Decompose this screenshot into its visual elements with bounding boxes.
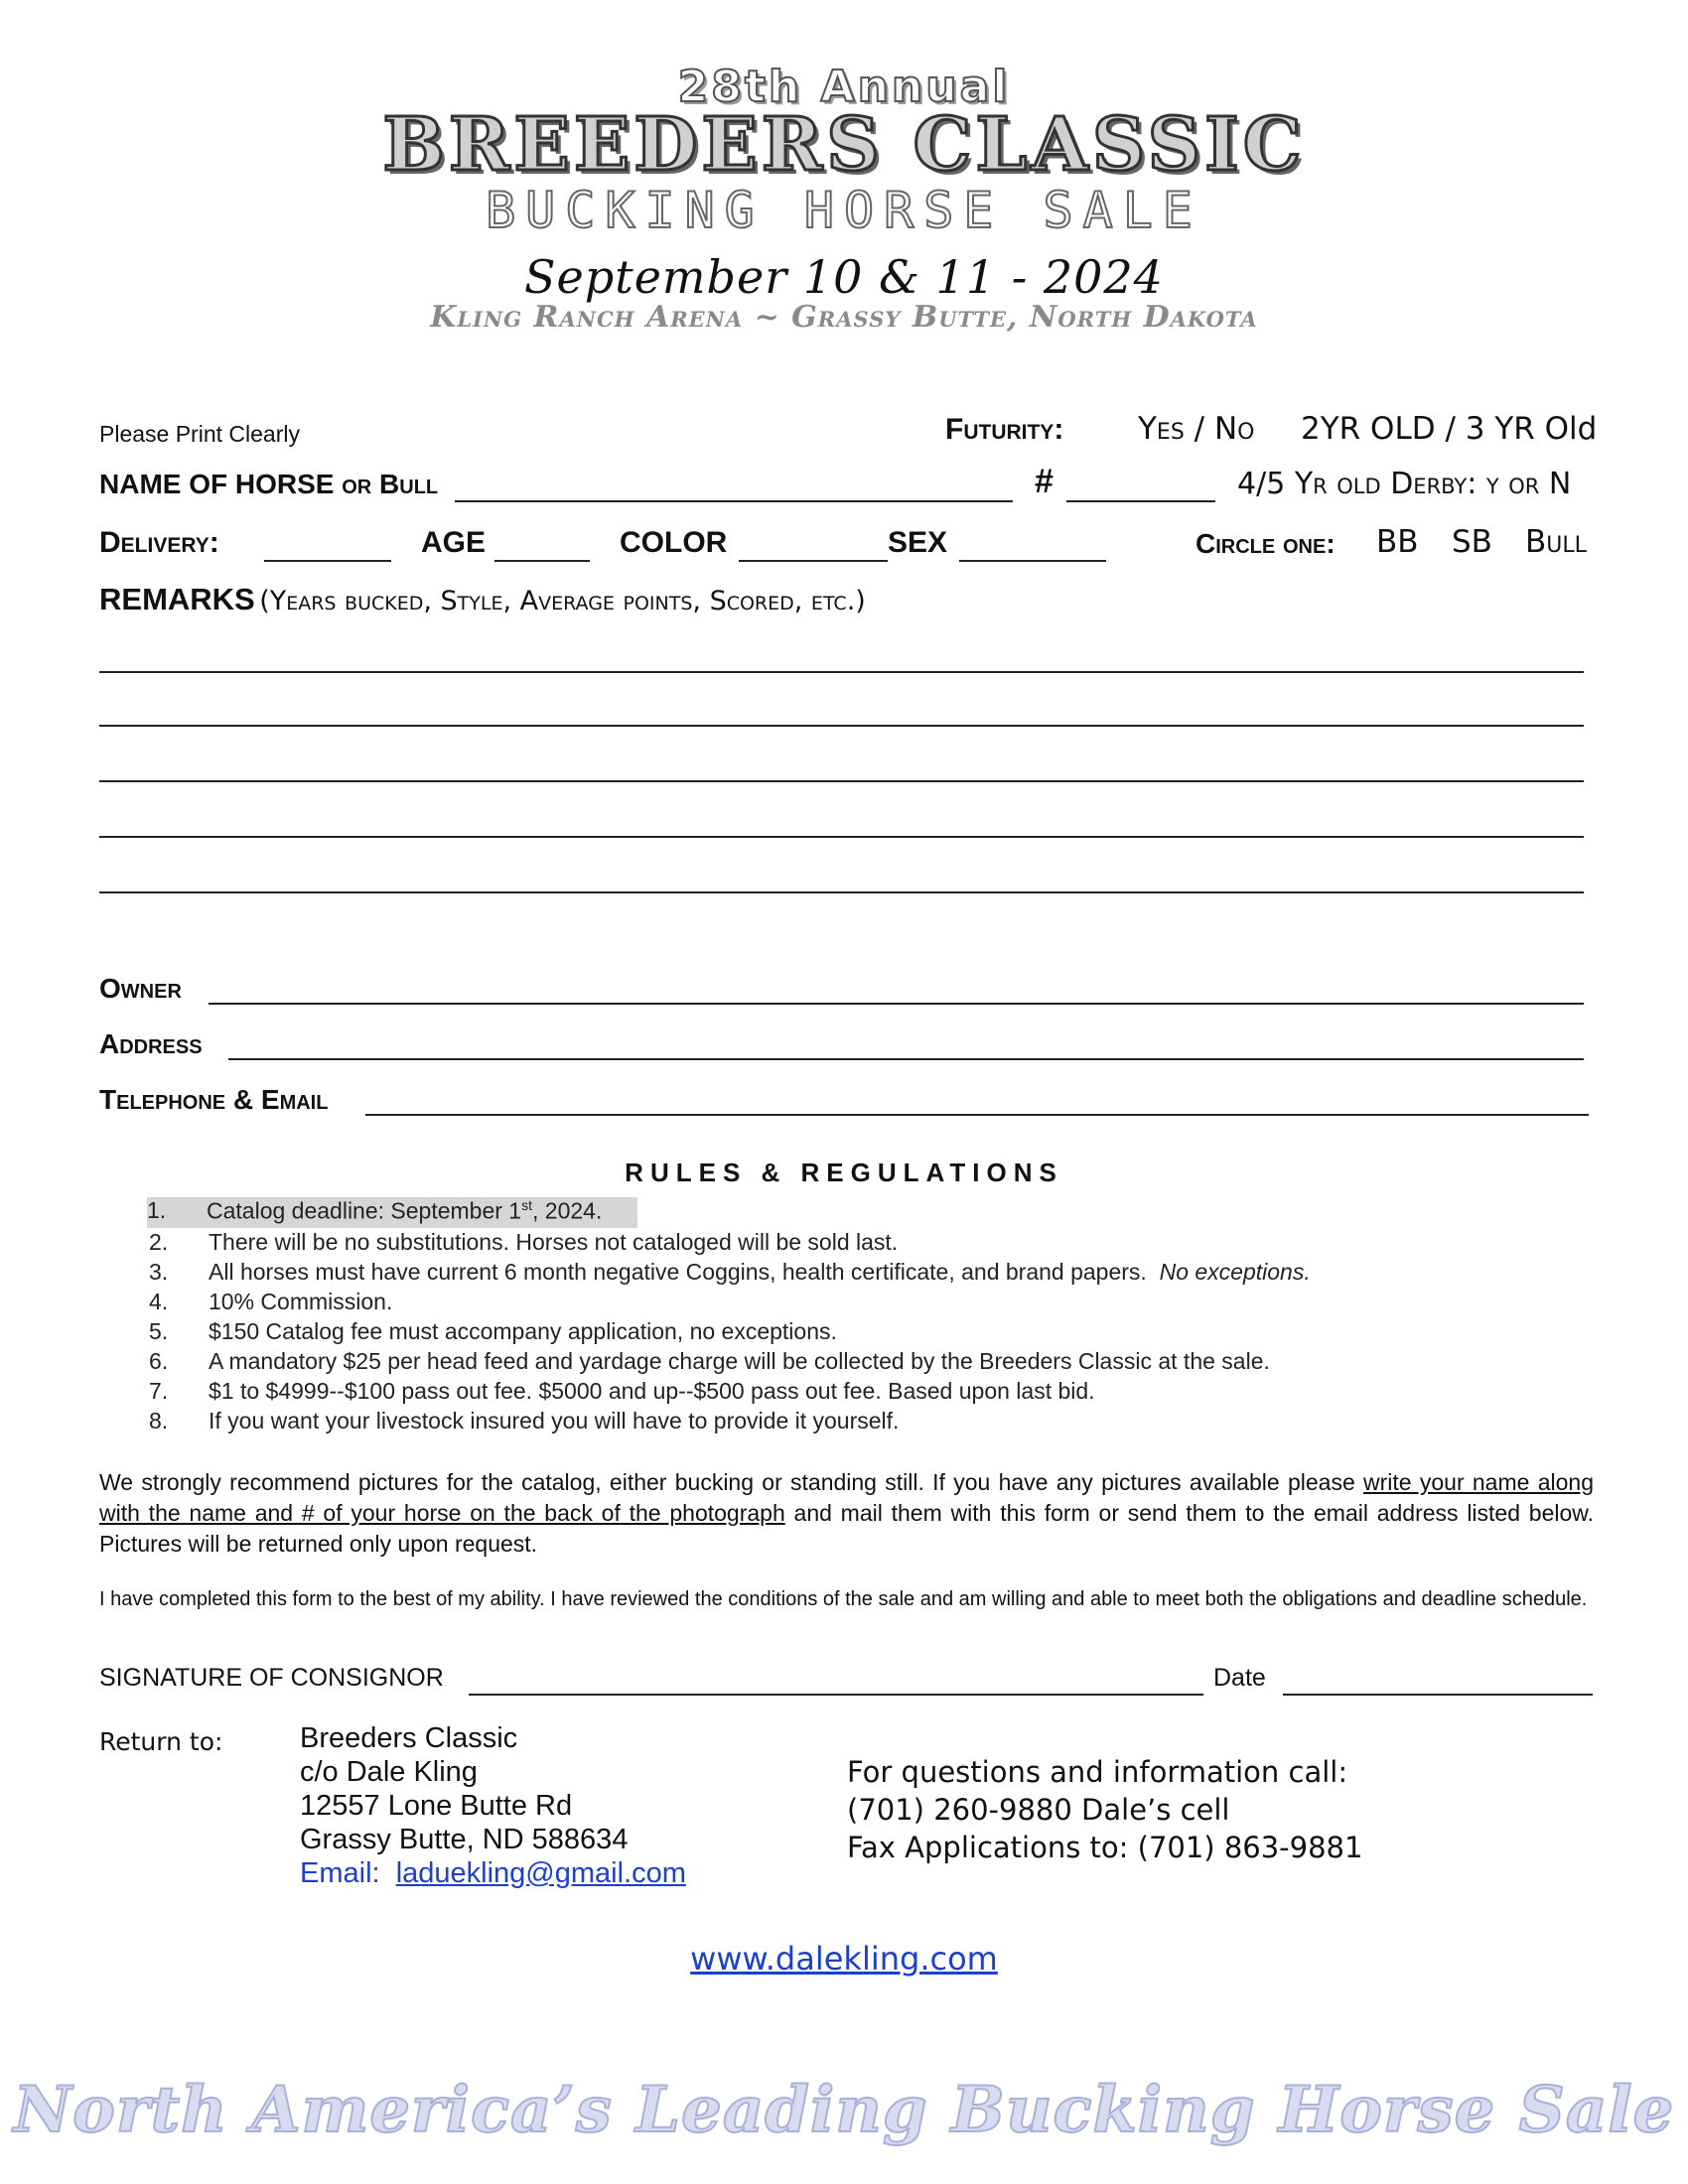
remarks-line-4[interactable]: [99, 836, 1584, 838]
return-to-label: Return to:: [99, 1727, 223, 1756]
remarks-line-2[interactable]: [99, 725, 1584, 727]
age-label: AGE: [421, 526, 487, 559]
remarks-label: REMARKS: [99, 582, 255, 616]
date-input[interactable]: [1283, 1668, 1593, 1696]
header-annual: 28th Annual: [677, 62, 1011, 112]
pictures-paragraph: [99, 1467, 1594, 1560]
contact-info: [847, 1753, 1362, 1866]
rule-text: There will be no substitutions. Horses not cataloged will be sold last.: [209, 1229, 899, 1255]
rule-text: $1 to $4999--$100 pass out fee. $5000 and up--$500 pass out fee. Based upon last bid.: [209, 1378, 1095, 1404]
return-line-4: Grassy Butte, ND 588634: [300, 1824, 629, 1855]
age-input[interactable]: [494, 534, 590, 562]
rule-number: 1.: [147, 1197, 167, 1223]
remarks-hint: (Years bucked, Style, Average points, Scored, etc.): [259, 586, 866, 616]
rule-text-main: Catalog deadline: September 1: [207, 1197, 522, 1224]
horse-name-label: [99, 469, 438, 500]
rule-text-sup: st: [521, 1197, 532, 1213]
circle-option-sb[interactable]: SB: [1452, 524, 1492, 560]
rule-text-end: , 2024.: [532, 1197, 603, 1224]
pictures-text-start: We strongly recommend pictures for the catalog, either bucking or standing still. If you have any pictures available please: [99, 1469, 1364, 1495]
return-line-1: Breeders Classic: [300, 1722, 518, 1754]
rule-text-main: All horses must have current 6 month negative Coggins, health certificate, and brand papers.: [209, 1259, 1147, 1285]
sex-label: SEX: [888, 526, 948, 559]
futurity-label: Futurity:: [945, 413, 1064, 446]
rule-text: A mandatory $25 per head feed and yardage charge will be collected by the Breeders Classic at the sale.: [209, 1348, 1270, 1374]
rules-title: RULES & REGULATIONS: [625, 1158, 1063, 1187]
color-label: COLOR: [620, 526, 728, 559]
remarks-line-1[interactable]: [99, 671, 1584, 673]
delivery-input[interactable]: [264, 534, 391, 562]
remarks-heading: [99, 582, 866, 617]
rule-item-1: [147, 1197, 637, 1228]
signature-label: SIGNATURE OF CONSIGNOR: [99, 1664, 444, 1692]
circle-option-bb[interactable]: BB: [1376, 524, 1419, 560]
rule-text: If you want your livestock insured you will have to provide it yourself.: [209, 1408, 900, 1433]
rule-text: $150 Catalog fee must accompany application, no exceptions.: [209, 1318, 837, 1344]
return-email-row: [300, 1856, 686, 1890]
website-link[interactable]: www.dalekling.com: [690, 1940, 998, 1978]
futurity-options[interactable]: Yes / No: [1138, 411, 1255, 447]
rule-number: 4.: [149, 1289, 169, 1314]
rule-number: 6.: [149, 1348, 169, 1374]
circle-one-label: Circle one:: [1196, 528, 1336, 559]
telephone-email-label: Telephone & Email: [99, 1084, 329, 1115]
hash-label: #: [1035, 463, 1054, 500]
horse-name-label-text: NAME OF HORSE: [99, 469, 335, 499]
header-subtitle: BUCKING HORSE SALE: [486, 182, 1202, 239]
pictures-text-end: and mail them with this form or send them to the email address listed below. Pictures will be returned only upon request.: [99, 1500, 1595, 1557]
derby-options[interactable]: 4/5 Yr old Derby: y or N: [1237, 467, 1572, 501]
sale-venue: Kling Ranch Arena ~ Grassy Butte, North Dakota: [430, 300, 1258, 335]
circle-option-bull[interactable]: Bull: [1525, 524, 1587, 560]
print-clearly-note: Please Print Clearly: [99, 421, 300, 447]
horse-number-input[interactable]: [1066, 475, 1215, 502]
return-line-2: c/o Dale Kling: [300, 1756, 478, 1788]
header-title: BREEDERS CLASSIC: [382, 102, 1306, 188]
contact-line-1: For questions and information call:: [847, 1755, 1348, 1789]
return-address: [300, 1721, 686, 1890]
rule-number: 3.: [149, 1259, 169, 1285]
delivery-label: Delivery:: [99, 526, 219, 559]
sale-date: September 10 & 11 - 2024: [524, 250, 1164, 304]
color-input[interactable]: [739, 534, 888, 562]
date-label: Date: [1213, 1664, 1266, 1692]
address-input[interactable]: [228, 1032, 1584, 1060]
sex-input[interactable]: [959, 534, 1106, 562]
owner-input[interactable]: [209, 977, 1584, 1005]
declaration-paragraph: I have completed this form to the best of my ability. I have reviewed the conditions of the sale and am willing and able to meet both the obligations and deadline schedule.: [99, 1588, 1588, 1610]
remarks-line-5[interactable]: [99, 891, 1584, 893]
return-line-3: 12557 Lone Butte Rd: [300, 1790, 573, 1822]
pictures-text-underlined: write your name along with the name and # of your horse on the back of the photograph: [99, 1469, 1594, 1526]
contact-line-2: (701) 260-9880 Dale’s cell: [847, 1793, 1230, 1827]
rule-number: 2.: [149, 1229, 169, 1255]
remarks-line-3[interactable]: [99, 780, 1584, 782]
owner-label: Owner: [99, 973, 182, 1004]
rule-number: 5.: [149, 1318, 169, 1344]
rule-text-emphasis: No exceptions.: [1159, 1259, 1311, 1285]
rule-text: 10% Commission.: [209, 1289, 393, 1314]
address-label: Address: [99, 1028, 203, 1059]
futurity-age-options[interactable]: 2YR OLD / 3 YR Old: [1301, 411, 1598, 447]
telephone-email-input[interactable]: [365, 1088, 1589, 1116]
footer-slogan: North America’s Leading Bucking Horse Sale: [13, 2073, 1675, 2147]
rule-text: [209, 1259, 1311, 1286]
signature-input[interactable]: [469, 1668, 1203, 1696]
rule-text: [207, 1197, 602, 1225]
email-link[interactable]: laduekling@gmail.com: [395, 1857, 686, 1889]
rule-number: 7.: [149, 1378, 169, 1404]
rule-number: 8.: [149, 1408, 169, 1433]
email-label: Email:: [300, 1857, 380, 1889]
contact-line-3: Fax Applications to: (701) 863-9881: [847, 1831, 1363, 1864]
horse-name-input[interactable]: [455, 475, 1013, 502]
horse-name-or-bull: or Bull: [334, 469, 439, 499]
